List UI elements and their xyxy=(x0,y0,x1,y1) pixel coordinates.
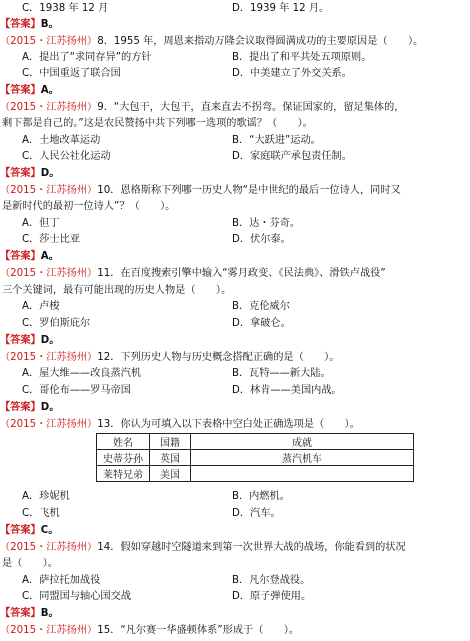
q15-stem xyxy=(0,624,299,638)
q9-answer xyxy=(0,167,59,181)
table-cell: 史蒂芬孙 xyxy=(97,450,150,466)
q12-option-b: B．瓦特——新大陆。 xyxy=(232,368,331,379)
q8-option-b: B．提出了和平共处五项原则。 xyxy=(232,52,372,63)
q10-option-d: D．伏尔泰。 xyxy=(232,234,291,245)
answer-value: D。 xyxy=(40,402,60,413)
question-text: 15．“凡尔赛一华盛顿体系”形成于（ ）。 xyxy=(97,625,300,636)
table-cell: 英国 xyxy=(150,450,191,466)
q11-option-a: A．卢梭 xyxy=(22,301,60,312)
q9-option-d: D．家庭联产承包责任制。 xyxy=(232,151,352,162)
q12-option-a: A．屋大维——改良蒸汽机 xyxy=(22,368,142,379)
q10-option-b: B．达・芬奇。 xyxy=(232,218,301,229)
q14-option-d: D．原子弹使用。 xyxy=(232,591,312,602)
q13-table xyxy=(96,433,414,482)
q11-stem-cont: 三个关键词，最有可能出现的历史人物是（ ）。 xyxy=(2,285,232,296)
q14-stem xyxy=(0,541,406,555)
question-text: 14．假如穿越时空隧道来到第一次世界大战的战场，你能看到的状况 xyxy=(97,542,406,553)
q7-answer xyxy=(0,18,59,32)
question-source: （2015・江苏扬州） xyxy=(0,102,98,113)
answer-value: B。 xyxy=(40,19,59,30)
answer-value: A。 xyxy=(40,251,59,262)
q11-option-c: C．罗伯斯庇尔 xyxy=(22,318,91,329)
q14-option-c: C．同盟国与轴心国交战 xyxy=(22,591,131,602)
table-blank-cell xyxy=(191,466,414,482)
table-header-cell: 国籍 xyxy=(150,434,191,450)
q9-option-c: C．人民公社化运动 xyxy=(22,151,111,162)
question-source: （2015・江苏扬州） xyxy=(0,352,98,363)
table-header-row xyxy=(97,434,414,450)
q13-answer xyxy=(0,524,58,538)
q8-stem xyxy=(0,35,423,49)
answer-label: 【答案】 xyxy=(0,402,41,413)
answer-label: 【答案】 xyxy=(0,608,41,619)
q10-option-c: C．莎士比亚 xyxy=(22,234,81,245)
answer-label: 【答案】 xyxy=(0,251,41,262)
q14-answer xyxy=(0,607,59,621)
answer-label: 【答案】 xyxy=(0,19,41,30)
table-header-cell: 成就 xyxy=(191,434,414,450)
q12-option-c: C．哥伦布——罗马帝国 xyxy=(22,385,131,396)
answer-value: D。 xyxy=(40,335,60,346)
question-text: 9．“大包干，大包干，直来直去不拐弯。保证国家的，留足集体的， xyxy=(97,102,405,113)
q11-answer xyxy=(0,334,59,348)
q11-option-b: B．克伦威尔 xyxy=(232,301,290,312)
q14-option-a: A．萨拉托加战役 xyxy=(22,575,101,586)
q11-option-d: D．拿破仑。 xyxy=(232,318,291,329)
question-source: （2015・江苏扬州） xyxy=(0,36,98,47)
q7-option-c: C．1938 年 12 月 xyxy=(22,3,109,14)
q13-option-a: A．珍妮机 xyxy=(22,491,70,502)
question-text: 13．你认为可填入以下表格中空白处正确选项是（ ）。 xyxy=(97,419,360,430)
answer-label: 【答案】 xyxy=(0,335,41,346)
q13-stem xyxy=(0,418,360,432)
q9-option-b: B．“大跃进”运动。 xyxy=(232,135,321,146)
answer-value: B。 xyxy=(40,608,59,619)
q12-stem xyxy=(0,351,339,365)
question-source: （2015・江苏扬州） xyxy=(0,625,98,636)
q13-option-d: D．汽车。 xyxy=(232,508,281,519)
answer-value: C。 xyxy=(40,525,59,536)
q9-option-a: A．土地改革运动 xyxy=(22,135,101,146)
q8-option-a: A．提出了“求同存异”的方针 xyxy=(22,52,152,63)
question-text: 10．恩格斯称下列哪一历史人物“是中世纪的最后一位诗人，同时又 xyxy=(97,185,401,196)
q10-answer xyxy=(0,250,59,264)
table-cell: 美国 xyxy=(150,466,191,482)
question-source: （2015・江苏扬州） xyxy=(0,268,98,279)
q10-stem-cont: 是新时代的最初一位诗人”？（ ）。 xyxy=(2,201,176,212)
q12-answer xyxy=(0,401,59,415)
question-source: （2015・江苏扬州） xyxy=(0,185,98,196)
q8-option-c: C．中国重返了联合国 xyxy=(22,68,121,79)
q11-stem xyxy=(0,267,386,281)
q8-option-d: D．中美建立了外交关系。 xyxy=(232,68,352,79)
question-text: 12．下列历史人物与历史概念搭配正确的是（ ）。 xyxy=(97,352,340,363)
table-header-cell: 姓名 xyxy=(97,434,150,450)
q13-option-c: C．飞机 xyxy=(22,508,60,519)
question-source: （2015・江苏扬州） xyxy=(0,419,98,430)
answer-label: 【答案】 xyxy=(0,168,41,179)
answer-value: A。 xyxy=(40,85,59,96)
table-row xyxy=(97,466,414,482)
answer-label: 【答案】 xyxy=(0,525,41,536)
q8-answer xyxy=(0,84,59,98)
answer-label: 【答案】 xyxy=(0,85,41,96)
q12-option-d: D．林肯——美国内战。 xyxy=(232,385,342,396)
q10-stem xyxy=(0,184,401,198)
question-text: 8．1955 年，周恩来指动万隆会议取得圆满成功的主要原因是（ ）。 xyxy=(97,36,424,47)
answer-value: D。 xyxy=(40,168,60,179)
q13-option-b: B．内燃机。 xyxy=(232,491,290,502)
question-source: （2015・江苏扬州） xyxy=(0,542,98,553)
question-text: 11．在百度搜索引擎中输入“雾月政变、《民法典》、滑铁卢战役” xyxy=(97,268,386,279)
q14-stem-cont: 是（ ）。 xyxy=(2,558,59,569)
table-cell: 蒸汽机车 xyxy=(191,450,414,466)
table-row xyxy=(97,450,414,466)
table-cell: 莱特兄弟 xyxy=(97,466,150,482)
q10-option-a: A．但丁 xyxy=(22,218,60,229)
q9-stem-cont: 剩下都是自己的。”这是农民赞扬中共下列哪一选项的歌谣？（ ）。 xyxy=(2,118,313,129)
q7-option-d: D．1939 年 12 月。 xyxy=(232,3,330,14)
q9-stem xyxy=(0,101,404,115)
q14-option-b: B．凡尔登战役。 xyxy=(232,575,311,586)
